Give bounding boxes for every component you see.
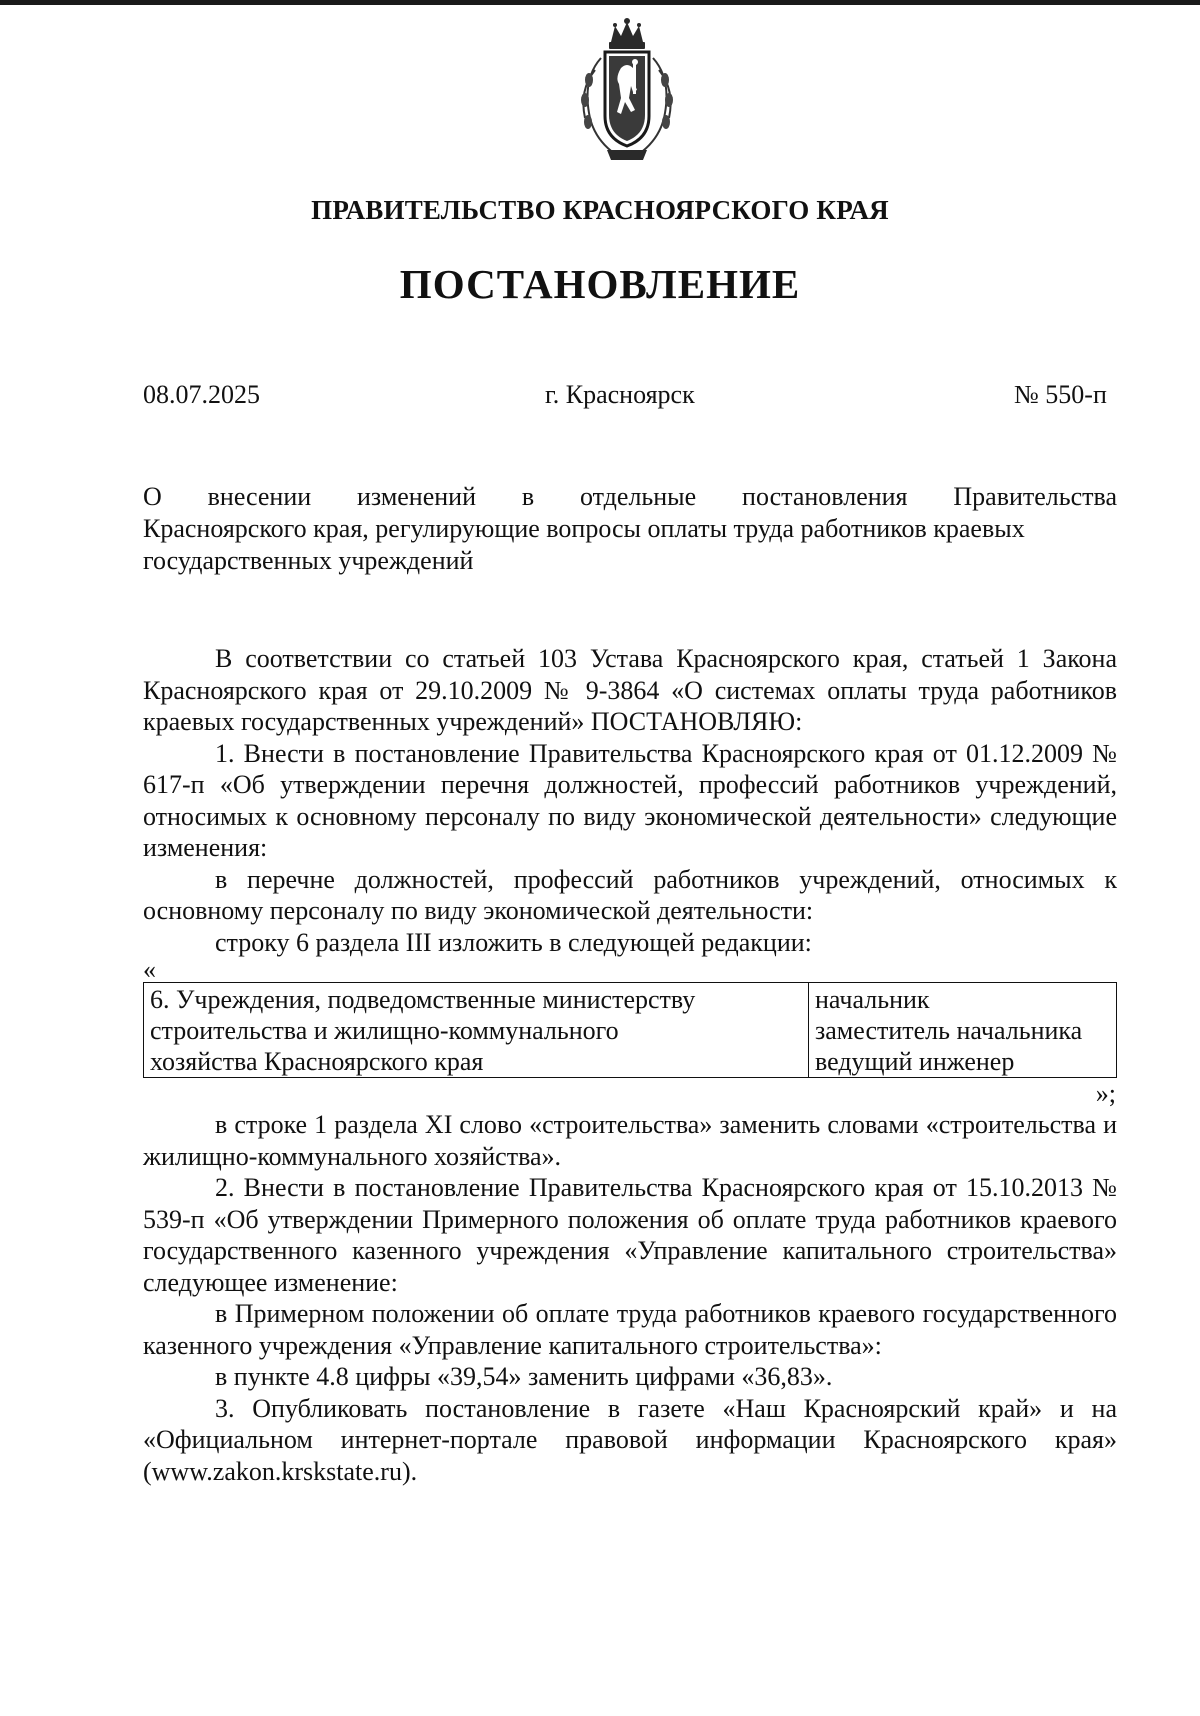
positions-cell bbox=[809, 983, 1117, 1078]
item-2-regulation-paragraph: в Примерном положении об оплате труда работников краевого государственного казенного учреждения «Управление капитального строительства»: bbox=[143, 1299, 1117, 1360]
item-1-row6-paragraph: строку 6 раздела III изложить в следующей редакции: bbox=[215, 927, 812, 957]
coat-of-arms-emblem bbox=[571, 18, 683, 164]
item-2-change-paragraph: в пункте 4.8 цифры «39,54» заменить цифрами «36,83». bbox=[215, 1362, 833, 1391]
amendment-table bbox=[143, 982, 1117, 1078]
position-item: заместитель начальника bbox=[815, 1016, 1083, 1045]
quote-open-mark: « bbox=[143, 955, 156, 984]
subject-line-rest: Красноярского края, регулирующие вопросы оплаты труда работников краевых государственных учреждений bbox=[143, 514, 1025, 575]
subject-line-1: О внесении изменений в отдельные постановления Правительства bbox=[143, 482, 1117, 511]
document-subject bbox=[143, 481, 1117, 577]
institution-line: строительства и жилищно-коммунального bbox=[150, 1016, 619, 1045]
item-1-paragraph: 1. Внести в постановление Правительства Красноярского края от 01.12.2009 № 617-п «Об утверждении перечня должностей, профессий работников учреждений, относимых к основному персоналу по виду экономической деятельности» следующие изменения: bbox=[143, 738, 1117, 862]
government-title: ПРАВИТЕЛЬСТВО КРАСНОЯРСКОГО КРАЯ bbox=[311, 195, 889, 225]
item-3-paragraph: 3. Опубликовать постановление в газете «Наш Красноярский край» и на «Официальном интернет-портале правовой информации Красноярского края» (www.zakon.krskstate.ru). bbox=[143, 1393, 1117, 1486]
scan-top-edge bbox=[0, 0, 1200, 5]
preamble-paragraph: В соответствии со статьей 103 Устава Красноярского края, статьей 1 Закона Красноярского края от 29.10.2009 № 9-3864 «О системах оплаты труда работников краевых государственных учреждений» ПОСТАНОВЛЯЮ: bbox=[143, 644, 1117, 736]
position-item: начальник bbox=[815, 985, 930, 1014]
table-row bbox=[144, 983, 1117, 1078]
institution-line: хозяйства Красноярского края bbox=[150, 1047, 484, 1076]
quote-close-mark: »; bbox=[1095, 1079, 1116, 1108]
item-1-list-paragraph: в перечне должностей, профессий работников учреждений, относимых к основному персоналу по виду экономической деятельности: bbox=[143, 864, 1117, 925]
document-city: г. Красноярск bbox=[545, 380, 695, 409]
document-body bbox=[143, 643, 1117, 1487]
institution-cell bbox=[144, 983, 809, 1078]
document-number: № 550-п bbox=[1014, 380, 1107, 409]
document-date: 08.07.2025 bbox=[143, 380, 260, 409]
item-1-row1-paragraph: в строке 1 раздела XI слово «строительства» заменить словами «строительства и жилищно-коммунального хозяйства». bbox=[143, 1110, 1117, 1171]
item-2-paragraph: 2. Внести в постановление Правительства Красноярского края от 15.10.2013 № 539-п «Об утверждении Примерного положения об оплате труда работников краевого государственного казенного учреждения «Управление капитального строительства» следующее изменение: bbox=[143, 1173, 1117, 1297]
institution-line: 6. Учреждения, подведомственные министерству bbox=[150, 985, 696, 1014]
document-type-title: ПОСТАНОВЛЕНИЕ bbox=[399, 261, 801, 307]
position-item: ведущий инженер bbox=[815, 1047, 1015, 1076]
